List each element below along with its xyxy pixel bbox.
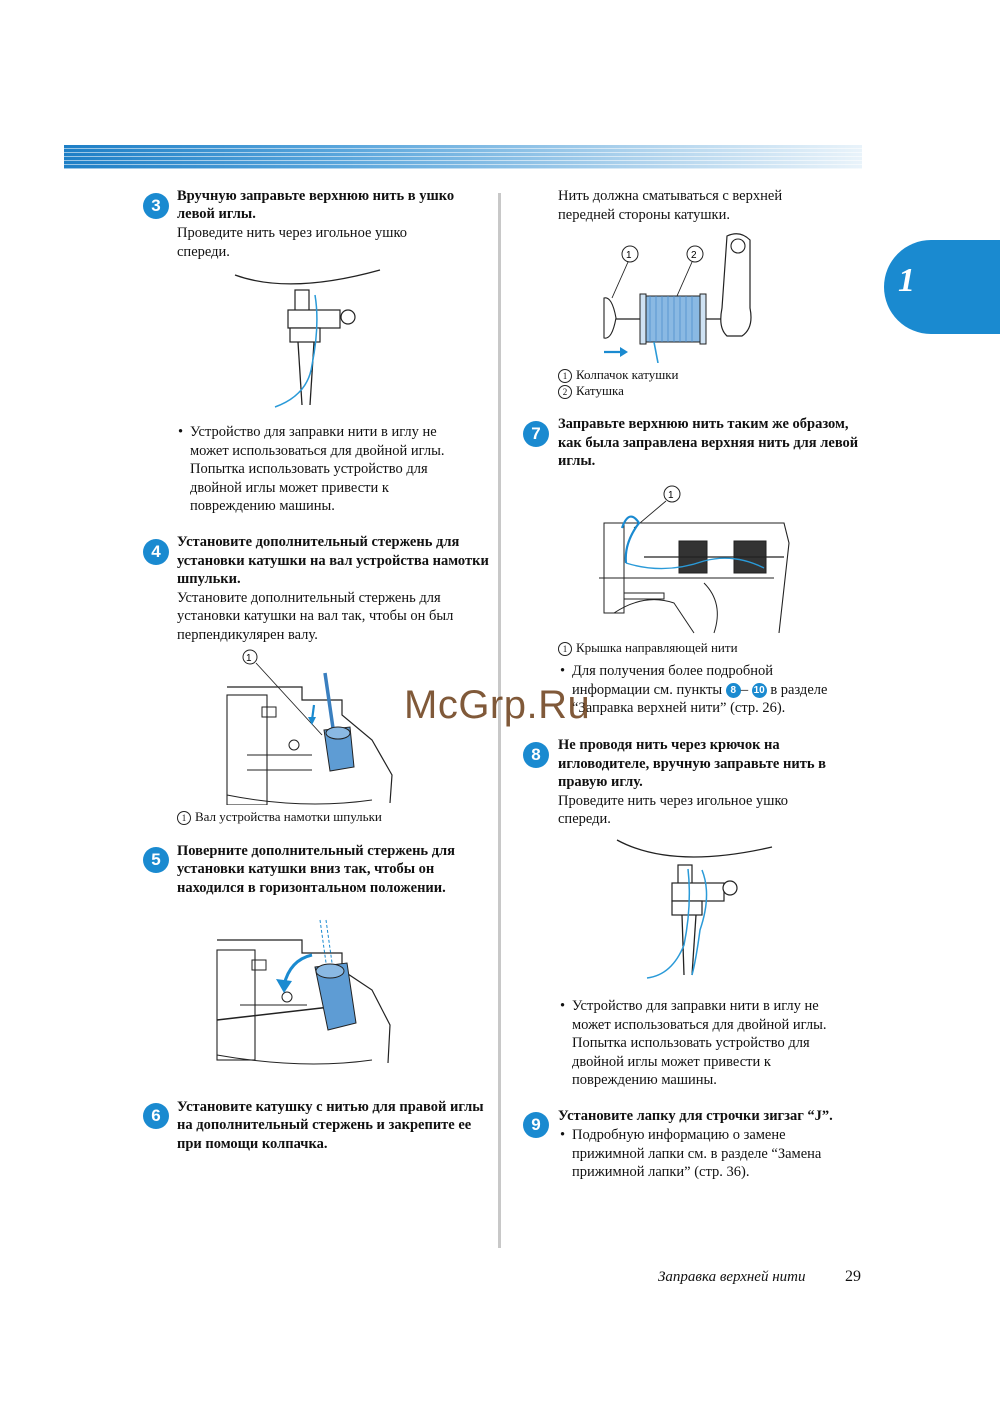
- callout-1-label-guide: 1: [668, 490, 674, 501]
- step-7-caption-text: Крышка направляющей нити: [576, 640, 738, 655]
- step-8-body-line-1: Проведите нить через игольное ушко: [558, 793, 789, 809]
- step-3-note: [178, 423, 445, 516]
- step-3-note-line-5: повреждению машины.: [190, 498, 335, 514]
- step-8-title-line-1: Не проводя нить через крючок на: [558, 737, 780, 753]
- step-7-note-line-1: Для получения более подробной: [572, 663, 774, 679]
- footer-page-number: 29: [845, 1268, 861, 1285]
- step-5-badge: 5: [143, 847, 169, 873]
- step-8-note-line-5: повреждению машины.: [572, 1072, 717, 1088]
- step-8-title-line-3: правую иглу.: [558, 774, 643, 790]
- step-4-body-line-2: установки катушки на вал так, чтобы он был: [177, 608, 454, 624]
- step-8-badge: 8: [523, 742, 549, 768]
- step-7-title-line-3: иглы.: [558, 453, 596, 469]
- step-9-note-line-1: Подробную информацию о замене: [572, 1127, 786, 1143]
- step-4-badge: 4: [143, 539, 169, 565]
- chapter-number: 1: [898, 262, 915, 299]
- spool-caption-1: [558, 367, 679, 383]
- ref-badge-8: 8: [726, 683, 741, 698]
- step-8-body-line-2: спереди.: [558, 811, 611, 827]
- twin-needle-right-illustration: [612, 835, 782, 985]
- step-5-title-line-1: Поверните дополнительный стержень для: [177, 843, 456, 859]
- callout-marker-1: 1: [177, 811, 191, 825]
- step-8-note: [560, 997, 827, 1090]
- step-4-caption-text: Вал устройства намотки шпульки: [195, 809, 382, 824]
- step-5-title-line-3: находился в горизонтальном положении.: [177, 880, 446, 896]
- bullet-glyph: •: [560, 998, 566, 1014]
- step-7-note-line-2: [572, 681, 827, 700]
- step-3-note-line-3: Попытка использовать устройство для: [190, 461, 428, 477]
- step-7-title-line-2: как была заправлена верхняя нить для левой: [558, 435, 859, 451]
- thread-guide-cover-illustration: [584, 483, 799, 638]
- bullet-glyph: •: [560, 663, 566, 679]
- step-4-title-line-3: шпульки.: [177, 571, 241, 587]
- step-6-cont-line-1: Нить должна сматываться с верхней: [558, 188, 783, 204]
- spool-caption-2-text: Катушка: [576, 383, 624, 398]
- step-7-note-line-2-text: информации см. пункты: [572, 681, 723, 698]
- step-9-title: Установите лапку для строчки зигзаг “J”.: [558, 1108, 833, 1124]
- spool-caption-2: [558, 383, 624, 399]
- step-3-title-line-1: Вручную заправьте верхнюю нить в ушко: [177, 188, 455, 204]
- step-7-title-line-1: Заправьте верхнюю нить таким же образом,: [558, 416, 849, 432]
- step-7-caption: [558, 640, 738, 656]
- step-6-title-line-3: при помощи колпачка.: [177, 1136, 328, 1152]
- twin-needle-left-illustration: [230, 265, 390, 415]
- step-6-badge: 6: [143, 1103, 169, 1129]
- spool-and-cap-illustration: [592, 228, 772, 363]
- step-8-note-line-4: двойной иглы может привести к: [572, 1053, 771, 1070]
- step-7-note-line-2-tail: в разделе: [770, 681, 828, 698]
- step-4-title-line-1: Установите дополнительный стержень для: [177, 534, 460, 550]
- step-9-note-line-3: прижимной лапки” (стр. 36).: [572, 1164, 750, 1180]
- step-8-note-line-2: может использоваться для двойной иглы.: [572, 1016, 827, 1033]
- step-6-title-line-2: на дополнительный стержень и закрепите ее: [177, 1117, 472, 1133]
- step-7-badge: 7: [523, 421, 549, 447]
- ref-badge-10: 10: [753, 684, 765, 696]
- step-4-caption: [177, 809, 382, 825]
- step-7-note-line-3: “Заправка верхней нити” (стр. 26).: [572, 700, 786, 716]
- callout-marker-1: 1: [558, 369, 572, 383]
- watermark: McGrp.Ru: [404, 683, 591, 727]
- step-8-note-line-3: Попытка использовать устройство для: [572, 1035, 810, 1051]
- step-4-title-line-2: установки катушки на вал устройства намотки: [177, 553, 489, 569]
- step-7-note: [560, 662, 828, 718]
- bullet-glyph: •: [178, 424, 184, 440]
- callout-2-label-spool: 2: [691, 250, 697, 261]
- step-3-badge: 3: [143, 193, 169, 219]
- step-5-title-line-2: установки катушки вниз так, чтобы он: [177, 861, 435, 877]
- header-band-lines: [64, 145, 862, 169]
- callout-marker-2: 2: [558, 385, 572, 399]
- step-9-badge: 9: [523, 1112, 549, 1138]
- callout-1-label: 1: [246, 653, 252, 664]
- spool-caption-1-text: Колпачок катушки: [576, 367, 679, 382]
- step-3-note-line-4: двойной иглы может привести к: [190, 479, 389, 496]
- step-8-note-line-1: Устройство для заправки нити в иглу не: [572, 998, 819, 1014]
- step-4-body-line-3: перпендикулярен валу.: [177, 627, 318, 643]
- step-3-title-line-2: левой иглы.: [177, 206, 256, 222]
- step-4-body-line-1: Установите дополнительный стержень для: [177, 590, 441, 606]
- step-9-note-line-2: прижимной лапки см. в разделе “Замена: [572, 1145, 822, 1162]
- step-6-cont-line-2: передней стороны катушки.: [558, 207, 730, 223]
- step-8-title-line-2: игловодителе, вручную заправьте нить в: [558, 756, 826, 772]
- callout-marker-1: 1: [558, 642, 572, 656]
- bullet-glyph: •: [560, 1127, 566, 1143]
- step-3-note-line-1: Устройство для заправки нити в иглу не: [190, 424, 437, 440]
- footer-section-title: Заправка верхней нити: [658, 1269, 806, 1285]
- bobbin-winder-shaft-illustration: [222, 645, 402, 805]
- callout-1-label-spool: 1: [626, 250, 632, 261]
- step-3-note-line-2: может использоваться для двойной иглы.: [190, 442, 445, 459]
- ref-dash: –: [740, 681, 749, 698]
- step-3-body-line-2: спереди.: [177, 244, 230, 260]
- step-6-title-line-1: Установите катушку с нитью для правой иглы: [177, 1099, 484, 1115]
- spool-pin-rotate-illustration: [212, 915, 397, 1065]
- step-3-body-line-1: Проведите нить через игольное ушко: [177, 225, 408, 241]
- step-9-note: [560, 1126, 822, 1182]
